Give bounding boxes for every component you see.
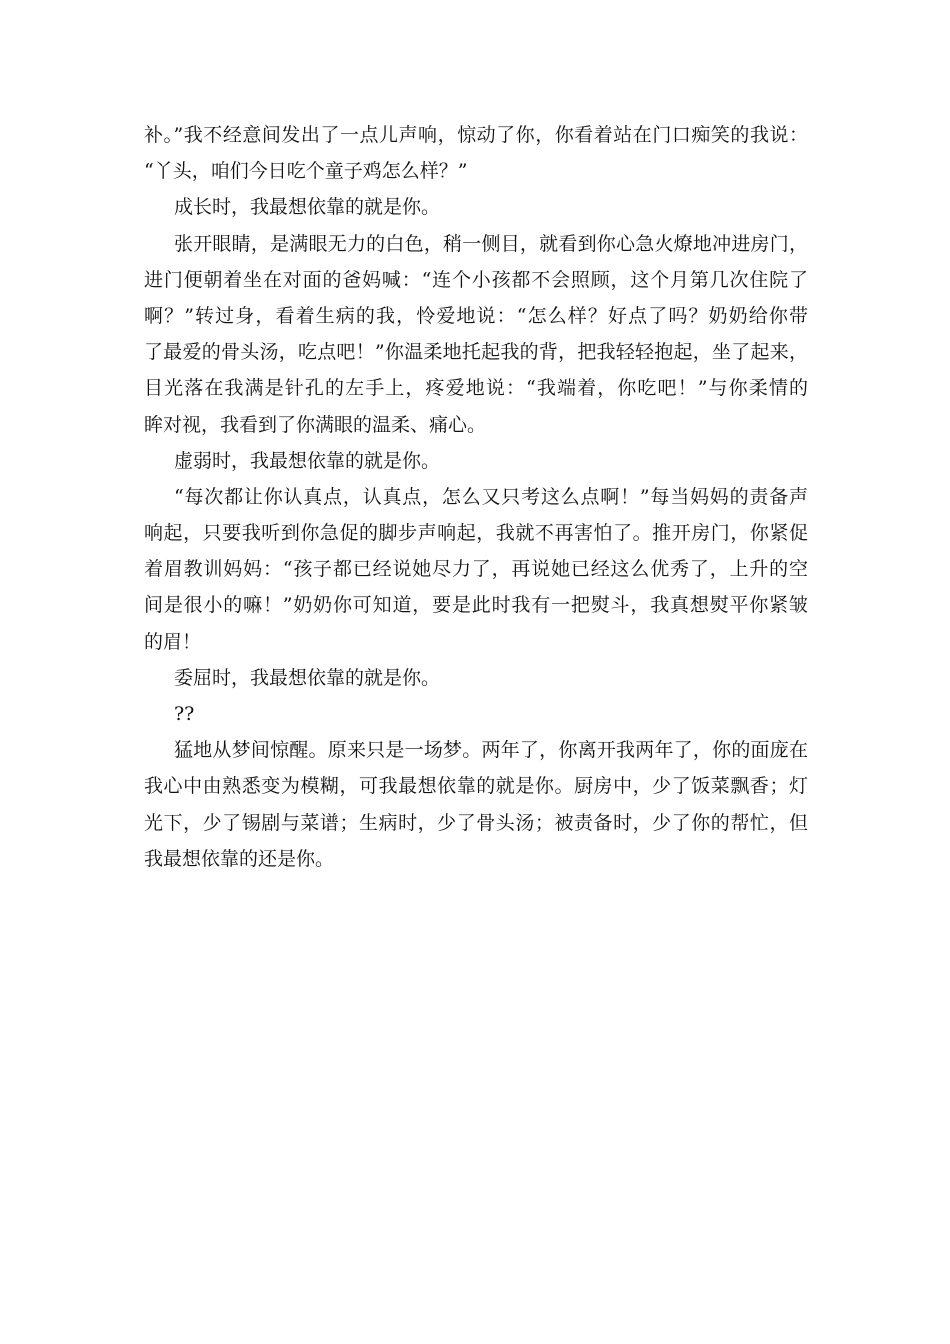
text-line: 响起，只要我听到你急促的脚步声响起，我就不再害怕了。推开房门，你紧促 bbox=[144, 522, 808, 545]
section-heading: 委屈时，我最想依靠的就是你。 bbox=[174, 666, 441, 689]
text-line: “丫头，咱们今日吃个童子鸡怎么样？” bbox=[144, 160, 468, 183]
text-line: 光下，少了锡剧与菜谱；生病时，少了骨头汤；被责备时，少了你的帮忙，但 bbox=[144, 811, 808, 834]
text-line: 了最爱的骨头汤，吃点吧！”你温柔地托起我的背，把我轻轻抱起，坐了起来， bbox=[144, 341, 808, 364]
text-line: 眸对视，我看到了你满眼的温柔、痛心。 bbox=[144, 413, 487, 436]
text-line: 间是很小的嘛！”奶奶你可知道，要是此时我有一把熨斗，我真想熨平你紧皱 bbox=[144, 594, 808, 617]
text-line: 猛地从梦间惊醒。原来只是一场梦。两年了，你离开我两年了，你的面庞在 bbox=[174, 739, 808, 762]
text-line: 张开眼睛，是满眼无力的白色，稍一侧目，就看到你心急火燎地冲进房门， bbox=[174, 232, 808, 255]
text-line: “每次都让你认真点，认真点，怎么又只考这么点啊！”每当妈妈的责备声 bbox=[174, 485, 808, 508]
text-line: 目光落在我满是针孔的左手上，疼爱地说：“我端着，你吃吧！”与你柔情的 bbox=[144, 377, 808, 400]
text-line: 补。”我不经意间发出了一点儿声响，惊动了你，你看着站在门口痴笑的我说： bbox=[144, 124, 808, 146]
text-line: 的眉！ bbox=[144, 630, 202, 653]
text-line: 我心中由熟悉变为模糊，可我最想依靠的就是你。厨房中，少了饭菜飘香；灯 bbox=[144, 775, 808, 798]
text-line: 我最想依靠的还是你。 bbox=[144, 847, 335, 870]
document-body bbox=[144, 117, 808, 877]
section-heading: 虚弱时，我最想依靠的就是你。 bbox=[174, 449, 441, 472]
text-line: 进门便朝着坐在对面的爸妈喊：“连个小孩都不会照顾，这个月第几次住院了 bbox=[144, 268, 808, 291]
text-line: 啊？”转过身，看着生病的我，怜爱地说：“怎么样？好点了吗？奶奶给你带 bbox=[144, 304, 808, 327]
section-heading: 成长时，我最想依靠的就是你。 bbox=[174, 196, 441, 219]
text-line: 着眉教训妈妈：“孩子都已经说她尽力了，再说她已经这么优秀了，上升的空 bbox=[144, 558, 808, 581]
ellipsis-line: ?? bbox=[174, 703, 195, 725]
